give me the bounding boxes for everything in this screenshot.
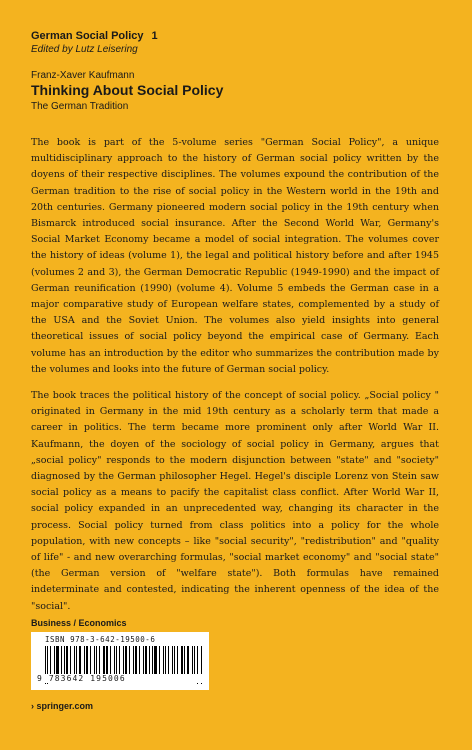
book-title: Thinking About Social Policy <box>31 82 224 98</box>
blurb-paragraph: The book is part of the 5-volume series "German Social Policy", a unique multidisciplinary approach to the history of German social policy written by the doyens of their respective disciplines. The volumes expound the contribution of the German tradition to the rise of social policy in the Western world in the 19th and 20th centuries. Germany pioneered modern social policy in the 19th century when Bismarck introduced social insurance. After the Second World War, Germany's Social Market Economy became a model of social integration. The volumes cover the history of ideas (volume 1), the legal and political history before and after 1945 (volumes 2 and 3), the German Democratic Republic (1949-1990) and the impact of German reunification (1990) (volume 4). Volume 5 embeds the German case in a major comparative study of European welfare states, complemented by a study of the USA and the Soviet Union. The volumes also yield insights into general theoretical issues of social policy beyond the empirical case of Germany. Each volume has an introduction by the editor who summarizes the contribution made by the volumes and looks into the future of German social policy. <box>31 137 439 375</box>
isbn-label: ISBN 978-3-642-19500-6 <box>45 635 156 644</box>
series-number: 1 <box>151 30 158 42</box>
barcode-digits: 9 783642 195006 <box>37 674 203 683</box>
blurb-paragraph: The book traces the political history of the concept of social policy. „Social policy " originated in Germany in the mid 19th century as a scholarly term that made a career in politics. The term became more prominent only after World War II. Kaufmann, the doyen of the sociology of social policy in Germany, argues that „social policy" responds to the modern disjunction between "state" and "society" diagnosed by the German philosopher Hegel. Hegel's disciple Lorenz von Stein saw social policy as a means to pacify the capitalist class conflict. After World War II, social policy expanded in an unprecedented way, changing its character in the process. Social policy turned from class politics into a policy for the whole population, with new concepts – like "social security", "redistribution" and "quality of life" - and new overarching formulas, "social market economy" and "social state" (the German version of "welfare state"). Both formulas have remained indeterminate and contested, indicating the inherent openness of the idea of the "social". <box>31 390 439 612</box>
series-name: German Social Policy <box>31 30 144 42</box>
isbn-barcode <box>31 632 209 690</box>
publisher-link[interactable]: › springer.com <box>31 701 94 711</box>
series-editor: Edited by Lutz Leisering <box>31 44 138 55</box>
blurb-text <box>31 135 439 625</box>
series-title <box>31 30 158 43</box>
subject-category: Business / Economics <box>31 618 127 628</box>
book-author: Franz-Xaver Kaufmann <box>31 70 135 81</box>
book-subtitle: The German Tradition <box>31 101 129 112</box>
